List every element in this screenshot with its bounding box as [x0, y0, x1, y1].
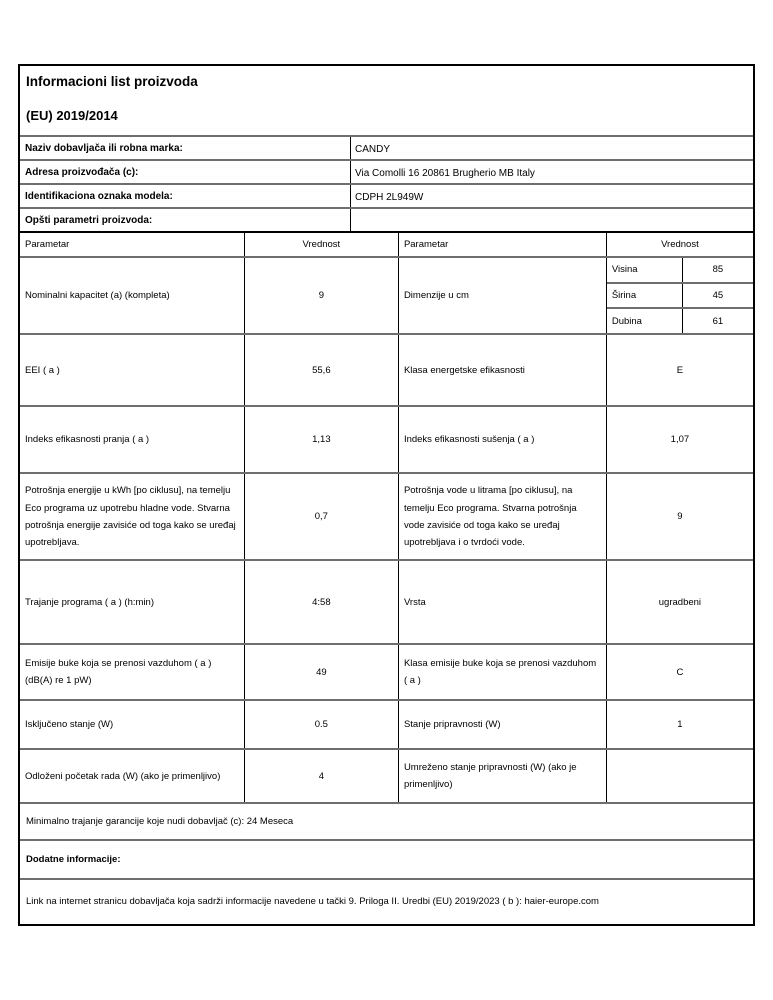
energy-class-label: Klasa energetske efikasnosti	[399, 335, 607, 405]
warranty-row: Minimalno trajanje garancije koje nudi dobavljač (c): 24 Meseca	[20, 802, 753, 839]
washing-index-value: 1,13	[244, 407, 399, 472]
height-label: Visina	[607, 258, 683, 282]
title-block	[20, 66, 753, 135]
table-row-capacity-dimensions	[20, 256, 753, 333]
eei-value: 55,6	[244, 335, 399, 405]
drying-index-value: 1,07	[670, 434, 690, 446]
dimension-row-height	[607, 258, 753, 282]
type-label: Vrsta	[399, 561, 607, 643]
energy-class-value: E	[676, 364, 684, 376]
networked-standby-value	[607, 750, 753, 802]
doc-title: Informacioni list proizvoda	[26, 74, 198, 89]
dimensions-label: Dimenzije u cm	[399, 258, 607, 333]
table-row-offmode-standby	[20, 699, 753, 748]
regulation-number: (EU) 2019/2014	[26, 108, 118, 123]
table-header-row	[20, 231, 753, 256]
noise-class-value: C	[676, 666, 684, 678]
program-duration-value: 4:58	[244, 561, 399, 643]
table-row-noise	[20, 643, 753, 699]
table-row-washing-drying-index	[20, 405, 753, 472]
general-params-value	[351, 209, 753, 231]
networked-standby-label: Umreženo stanje pripravnosti (W) (ako je primenljivo)	[399, 750, 607, 802]
supplier-name-row	[20, 135, 753, 159]
model-id-value: CDPH 2L949W	[355, 191, 424, 203]
noise-class-label: Klasa emisije buke koja se prenosi vazduhom ( a )	[399, 645, 607, 699]
supplier-link-row: Link na internet stranicu dobavljača koja sadrži informacije navedene u tački 9. Priloga II. Uredbi (EU) 2019/2023 ( b ): haier-europe.com	[20, 878, 753, 924]
dimension-row-depth	[607, 307, 753, 333]
standby-value: 1	[677, 719, 683, 731]
type-value: ugradbeni	[658, 596, 702, 608]
program-duration-label: Trajanje programa ( a ) (h:min)	[25, 596, 154, 608]
off-mode-value: 0.5	[244, 701, 399, 748]
delay-start-label: Odloženi početak rada (W) (ako je primenljivo)	[25, 770, 221, 782]
standby-label: Stanje pripravnosti (W)	[399, 701, 607, 748]
water-consumption-label: Potrošnja vode u litrama [po ciklusu], na temelju Eco programa. Stvarna potrošnja vode zavisiće od toga kako se uređaj upotrebljava i o tvrdoći vode.	[399, 474, 607, 559]
width-label: Širina	[607, 284, 683, 308]
supplier-name-label: Naziv dobavljača ili robna marka:	[20, 137, 351, 159]
dimensions-table	[607, 258, 753, 333]
general-params-row	[20, 207, 753, 231]
supplier-name-value: CANDY	[355, 143, 391, 155]
table-row-duration-type	[20, 559, 753, 643]
header-parametar-right: Parametar	[399, 233, 607, 256]
header-parametar-left: Parametar	[25, 239, 70, 250]
model-id-row	[20, 183, 753, 207]
header-vrednost-left: Vrednost	[244, 233, 399, 256]
dimensions-subtable	[607, 258, 753, 333]
manufacturer-address-label: Adresa proizvođača (c):	[20, 161, 351, 183]
depth-value: 61	[712, 315, 724, 327]
dimension-row-width	[607, 282, 753, 308]
product-information-sheet	[18, 64, 755, 926]
general-params-label: Opšti parametri proizvoda:	[20, 209, 351, 231]
energy-consumption-label: Potrošnja energije u kWh [po ciklusu], na temelju Eco programa uz upotrebu hladne vode. Stvarna potrošnja energije zavisiće od toga kako se uređaj upotrebljava.	[25, 485, 236, 548]
table-row-energy-water-consumption	[20, 472, 753, 559]
delay-start-value: 4	[244, 750, 399, 802]
noise-emission-value: 49	[244, 645, 399, 699]
table-row-delaystart-networkstandby	[20, 748, 753, 802]
width-value: 45	[712, 290, 724, 302]
drying-index-label: Indeks efikasnosti sušenja ( a )	[399, 407, 607, 472]
noise-emission-label: Emisije buke koja se prenosi vazduhom ( a ) (dB(A) re 1 pW)	[25, 658, 212, 687]
additional-info-row: Dodatne informacije:	[20, 839, 753, 878]
energy-consumption-value: 0,7	[244, 474, 399, 559]
manufacturer-address-row	[20, 159, 753, 183]
depth-label: Dubina	[607, 309, 683, 333]
eei-label: EEI ( a )	[25, 364, 60, 376]
height-value: 85	[712, 264, 724, 276]
table-row-eei-energyclass	[20, 333, 753, 405]
capacity-label: Nominalni kapacitet (a) (kompleta)	[25, 290, 170, 302]
capacity-value: 9	[244, 258, 399, 333]
off-mode-label: Isključeno stanje (W)	[25, 719, 114, 731]
water-consumption-value: 9	[677, 511, 683, 523]
model-id-label: Identifikaciona oznaka modela:	[20, 185, 351, 207]
manufacturer-address-value: Via Comolli 16 20861 Brugherio MB Italy	[355, 167, 535, 179]
header-vrednost-right: Vrednost	[661, 239, 699, 250]
washing-index-label: Indeks efikasnosti pranja ( a )	[25, 434, 150, 446]
